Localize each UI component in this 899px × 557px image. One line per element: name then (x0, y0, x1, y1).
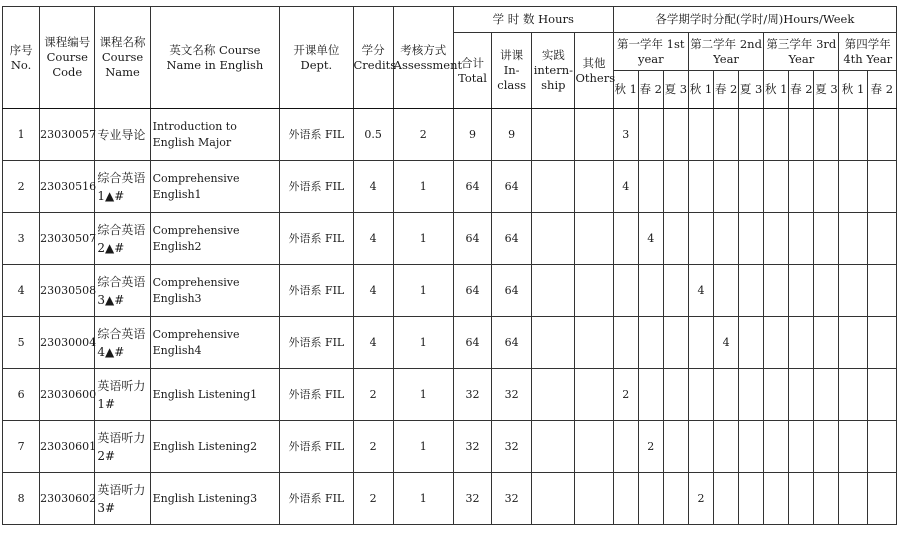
cell-semester-hours (613, 213, 638, 265)
cell-internship (532, 421, 575, 473)
cell-seq: 6 (3, 369, 40, 421)
cell-semester-hours: 4 (638, 213, 663, 265)
cell-semester-hours (638, 109, 663, 161)
cell-assessment: 2 (393, 109, 453, 161)
cell-semester-hours (714, 109, 739, 161)
header-year-1: 第一学年 1st year (613, 33, 688, 71)
cell-dept: 外语系 FIL (280, 109, 353, 161)
table-row (3, 473, 897, 525)
cell-others (575, 369, 613, 421)
cell-inclass: 64 (492, 213, 532, 265)
cell-semester-hours (789, 161, 814, 213)
cell-semester-hours (739, 421, 764, 473)
cell-semester-hours (764, 161, 789, 213)
header-term: 秋 1 (688, 71, 713, 109)
cell-semester-hours (663, 369, 688, 421)
header-hours-group: 学 时 数 Hours (453, 7, 613, 33)
cell-course-code: 23030508 (40, 265, 95, 317)
cell-semester-hours (789, 473, 814, 525)
cell-semester-hours (714, 265, 739, 317)
cell-semester-hours (814, 265, 839, 317)
cell-semester-hours (663, 317, 688, 369)
cell-semester-hours: 4 (688, 265, 713, 317)
cell-total: 64 (453, 265, 491, 317)
cell-semester-hours (688, 369, 713, 421)
header-term: 秋 1 (764, 71, 789, 109)
header-year-2: 第二学年 2nd Year (688, 33, 763, 71)
cell-semester-hours (663, 109, 688, 161)
cell-semester-hours (814, 317, 839, 369)
cell-semester-hours (714, 473, 739, 525)
cell-semester-hours (688, 213, 713, 265)
cell-semester-hours (789, 109, 814, 161)
cell-name-en: Comprehensive English4 (150, 317, 280, 369)
header-term: 春 2 (714, 71, 739, 109)
header-code: 课程编号 Course Code (40, 7, 95, 109)
table-row (3, 265, 897, 317)
cell-assessment: 1 (393, 161, 453, 213)
cell-others (575, 213, 613, 265)
cell-semester-hours (663, 473, 688, 525)
cell-semester-hours (663, 213, 688, 265)
cell-name-cn: 英语听力3# (95, 473, 150, 525)
cell-others (575, 265, 613, 317)
cell-semester-hours (638, 161, 663, 213)
cell-semester-hours (764, 473, 789, 525)
cell-dept: 外语系 FIL (280, 213, 353, 265)
cell-semester-hours (764, 265, 789, 317)
cell-semester-hours (764, 421, 789, 473)
cell-semester-hours (867, 109, 896, 161)
cell-semester-hours (739, 265, 764, 317)
cell-semester-hours (867, 369, 896, 421)
cell-semester-hours (739, 109, 764, 161)
cell-course-code: 23030004 (40, 317, 95, 369)
cell-total: 32 (453, 369, 491, 421)
cell-inclass: 64 (492, 317, 532, 369)
cell-semester-hours: 2 (688, 473, 713, 525)
cell-others (575, 109, 613, 161)
cell-semester-hours (613, 265, 638, 317)
cell-semester-hours (688, 161, 713, 213)
table-body (3, 109, 897, 525)
table-row (3, 213, 897, 265)
cell-semester-hours (663, 265, 688, 317)
cell-semester-hours (814, 421, 839, 473)
cell-total: 32 (453, 421, 491, 473)
table-row (3, 421, 897, 473)
cell-semester-hours (789, 421, 814, 473)
cell-semester-hours (839, 369, 867, 421)
cell-semester-hours (764, 109, 789, 161)
cell-assessment: 1 (393, 317, 453, 369)
cell-assessment: 1 (393, 265, 453, 317)
cell-name-en: Comprehensive English1 (150, 161, 280, 213)
cell-semester-hours (839, 109, 867, 161)
cell-inclass: 9 (492, 109, 532, 161)
cell-semester-hours (638, 265, 663, 317)
cell-credits: 4 (353, 213, 393, 265)
cell-semester-hours (739, 161, 764, 213)
header-term: 秋 1 (613, 71, 638, 109)
cell-course-code: 23030601 (40, 421, 95, 473)
table-row (3, 161, 897, 213)
cell-course-code: 23030600 (40, 369, 95, 421)
cell-semester-hours (789, 369, 814, 421)
cell-credits: 2 (353, 473, 393, 525)
cell-assessment: 1 (393, 369, 453, 421)
header-assessment: 考核方式 Assessment (393, 7, 453, 109)
table-row (3, 109, 897, 161)
cell-semester-hours (739, 213, 764, 265)
header-year-4: 第四学年 4th Year (839, 33, 897, 71)
table-row (3, 317, 897, 369)
cell-name-en: Comprehensive English2 (150, 213, 280, 265)
cell-internship (532, 369, 575, 421)
cell-internship (532, 317, 575, 369)
table-row (3, 369, 897, 421)
cell-semester-hours (638, 369, 663, 421)
cell-seq: 3 (3, 213, 40, 265)
header-term: 春 2 (867, 71, 896, 109)
cell-semester-hours (638, 473, 663, 525)
cell-semester-hours (613, 421, 638, 473)
header-term: 夏 3 (663, 71, 688, 109)
cell-total: 64 (453, 213, 491, 265)
cell-seq: 1 (3, 109, 40, 161)
table-header (3, 7, 897, 109)
cell-semester-hours (814, 213, 839, 265)
cell-semester-hours (714, 161, 739, 213)
cell-total: 64 (453, 161, 491, 213)
header-term: 夏 3 (739, 71, 764, 109)
cell-dept: 外语系 FIL (280, 161, 353, 213)
cell-dept: 外语系 FIL (280, 473, 353, 525)
cell-semester-hours (739, 317, 764, 369)
cell-seq: 7 (3, 421, 40, 473)
header-term: 春 2 (789, 71, 814, 109)
header-year-3: 第三学年 3rd Year (764, 33, 839, 71)
cell-name-en: English Listening2 (150, 421, 280, 473)
header-term: 秋 1 (839, 71, 867, 109)
cell-seq: 5 (3, 317, 40, 369)
cell-semester-hours (867, 213, 896, 265)
cell-name-cn: 英语听力1# (95, 369, 150, 421)
cell-name-cn: 综合英语2▲# (95, 213, 150, 265)
cell-assessment: 1 (393, 473, 453, 525)
cell-inclass: 64 (492, 161, 532, 213)
cell-seq: 8 (3, 473, 40, 525)
cell-name-cn: 综合英语1▲# (95, 161, 150, 213)
cell-semester-hours (663, 161, 688, 213)
cell-semester-hours (613, 317, 638, 369)
cell-assessment: 1 (393, 421, 453, 473)
cell-semester-hours (764, 317, 789, 369)
cell-semester-hours (839, 161, 867, 213)
cell-semester-hours (839, 473, 867, 525)
cell-course-code: 23030057 (40, 109, 95, 161)
cell-semester-hours: 2 (613, 369, 638, 421)
cell-semester-hours (867, 161, 896, 213)
cell-semester-hours (739, 369, 764, 421)
cell-semester-hours (814, 161, 839, 213)
header-term: 夏 3 (814, 71, 839, 109)
cell-semester-hours (814, 369, 839, 421)
cell-semester-hours (814, 109, 839, 161)
cell-internship (532, 473, 575, 525)
header-term: 春 2 (638, 71, 663, 109)
cell-name-cn: 综合英语3▲# (95, 265, 150, 317)
cell-semester-hours (739, 473, 764, 525)
cell-semester-hours (867, 421, 896, 473)
cell-seq: 4 (3, 265, 40, 317)
cell-others (575, 161, 613, 213)
header-name-en: 英文名称 Course Name in English (150, 7, 280, 109)
cell-semester-hours (839, 421, 867, 473)
cell-others (575, 473, 613, 525)
cell-semester-hours (663, 421, 688, 473)
cell-semester-hours (867, 265, 896, 317)
cell-dept: 外语系 FIL (280, 317, 353, 369)
cell-total: 64 (453, 317, 491, 369)
cell-total: 32 (453, 473, 491, 525)
cell-semester-hours (764, 213, 789, 265)
cell-credits: 4 (353, 161, 393, 213)
header-dept: 开课单位 Dept. (280, 7, 353, 109)
cell-others (575, 421, 613, 473)
cell-course-code: 23030602 (40, 473, 95, 525)
cell-course-code: 23030516 (40, 161, 95, 213)
cell-semester-hours: 2 (638, 421, 663, 473)
cell-dept: 外语系 FIL (280, 265, 353, 317)
cell-internship (532, 213, 575, 265)
cell-credits: 4 (353, 317, 393, 369)
cell-semester-hours (613, 473, 638, 525)
cell-name-cn: 综合英语4▲# (95, 317, 150, 369)
cell-semester-hours (789, 265, 814, 317)
cell-credits: 2 (353, 421, 393, 473)
cell-semester-hours (764, 369, 789, 421)
cell-semester-hours: 4 (714, 317, 739, 369)
cell-semester-hours (839, 317, 867, 369)
cell-semester-hours (688, 109, 713, 161)
header-others: 其他 Others (575, 33, 613, 109)
course-table (2, 6, 897, 525)
header-credits: 学分 Credits (353, 7, 393, 109)
cell-internship (532, 161, 575, 213)
cell-others (575, 317, 613, 369)
cell-semester-hours (714, 421, 739, 473)
cell-dept: 外语系 FIL (280, 421, 353, 473)
cell-name-cn: 英语听力2# (95, 421, 150, 473)
cell-name-en: Introduction to English Major (150, 109, 280, 161)
cell-inclass: 32 (492, 369, 532, 421)
cell-credits: 2 (353, 369, 393, 421)
cell-semester-hours (789, 213, 814, 265)
header-semester-group: 各学期学时分配(学时/周)Hours/Week (613, 7, 896, 33)
header-total: 合计 Total (453, 33, 491, 109)
cell-semester-hours (714, 369, 739, 421)
cell-semester-hours (714, 213, 739, 265)
cell-semester-hours (867, 317, 896, 369)
cell-semester-hours (688, 421, 713, 473)
cell-semester-hours (867, 473, 896, 525)
cell-name-cn: 专业导论 (95, 109, 150, 161)
cell-semester-hours (789, 317, 814, 369)
cell-credits: 4 (353, 265, 393, 317)
cell-name-en: English Listening3 (150, 473, 280, 525)
cell-internship (532, 109, 575, 161)
header-name-cn: 课程名称 Course Name (95, 7, 150, 109)
cell-name-en: English Listening1 (150, 369, 280, 421)
header-seq: 序号 No. (3, 7, 40, 109)
cell-semester-hours: 3 (613, 109, 638, 161)
cell-semester-hours (814, 473, 839, 525)
cell-total: 9 (453, 109, 491, 161)
cell-internship (532, 265, 575, 317)
cell-semester-hours (638, 317, 663, 369)
cell-name-en: Comprehensive English3 (150, 265, 280, 317)
cell-assessment: 1 (393, 213, 453, 265)
cell-seq: 2 (3, 161, 40, 213)
cell-dept: 外语系 FIL (280, 369, 353, 421)
cell-credits: 0.5 (353, 109, 393, 161)
header-internship: 实践 intern-ship (532, 33, 575, 109)
cell-course-code: 23030507 (40, 213, 95, 265)
cell-semester-hours (839, 265, 867, 317)
cell-semester-hours (839, 213, 867, 265)
cell-inclass: 32 (492, 473, 532, 525)
cell-semester-hours (688, 317, 713, 369)
cell-semester-hours: 4 (613, 161, 638, 213)
cell-inclass: 64 (492, 265, 532, 317)
cell-inclass: 32 (492, 421, 532, 473)
header-inclass: 讲课 In-class (492, 33, 532, 109)
